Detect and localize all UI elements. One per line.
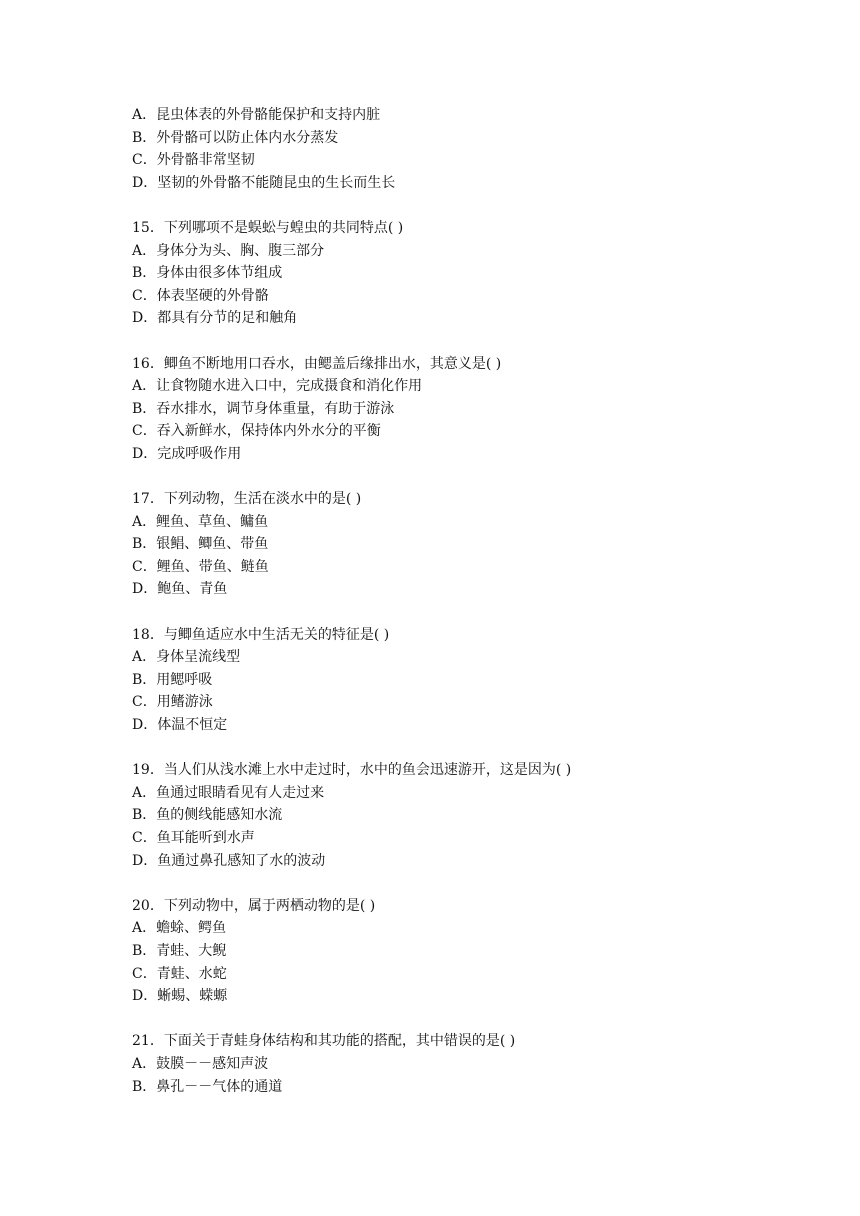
option-b: B．吞水排水，调节身体重量，有助于游泳 xyxy=(132,400,395,417)
option-d: D．蜥蜴、蝾螈 xyxy=(132,988,228,1005)
question-stem: 20．下列动物中，属于两栖动物的是( ) xyxy=(132,897,376,914)
option-c: C．鲤鱼、带鱼、鲢鱼 xyxy=(132,558,269,575)
question-stem: 16．鲫鱼不断地用口吞水，由鳃盖后缘排出水，其意义是( ) xyxy=(132,355,502,372)
option-d: D．鲍鱼、青鱼 xyxy=(132,581,228,598)
question-20 xyxy=(132,895,772,1008)
question-stem: 19．当人们从浅水滩上水中走过时，水中的鱼会迅速游开，这是因为( ) xyxy=(132,762,572,779)
option-c: C．青蛙、水蛇 xyxy=(132,965,227,982)
question-stem: 21．下面关于青蛙身体结构和其功能的搭配，其中错误的是( ) xyxy=(132,1033,516,1050)
document-page xyxy=(132,104,772,1121)
option-d: D．鱼通过鼻孔感知了水的波动 xyxy=(132,852,326,869)
option-c: C．用鳍游泳 xyxy=(132,694,213,711)
option-d: D．坚韧的外骨骼不能随昆虫的生长而生长 xyxy=(132,174,396,191)
question-21 xyxy=(132,1030,772,1098)
option-a: A．身体分为头、胸、腹三部分 xyxy=(132,242,325,259)
option-d: D．体温不恒定 xyxy=(132,717,228,734)
option-b: B．银鲳、鲫鱼、带鱼 xyxy=(132,536,269,553)
option-b: B．鱼的侧线能感知水流 xyxy=(132,807,283,824)
option-b: B．外骨骼可以防止体内水分蒸发 xyxy=(132,129,339,146)
option-b: B．鼻孔－－气体的通道 xyxy=(132,1078,283,1095)
option-c: C．体表坚硬的外骨骼 xyxy=(132,287,269,304)
question-15 xyxy=(132,217,772,330)
leading-options xyxy=(132,104,772,194)
option-c: C．外骨骼非常坚韧 xyxy=(132,152,255,169)
question-stem: 15．下列哪项不是蜈蚣与蝗虫的共同特点( ) xyxy=(132,219,404,236)
question-stem: 18．与鲫鱼适应水中生活无关的特征是( ) xyxy=(132,626,390,643)
option-a: A．鲤鱼、草鱼、鳙鱼 xyxy=(132,513,269,530)
option-b: B．身体由很多体节组成 xyxy=(132,265,283,282)
option-b: B．用鳃呼吸 xyxy=(132,671,213,688)
option-d: D．都具有分节的足和触角 xyxy=(132,310,298,327)
option-d: D．完成呼吸作用 xyxy=(132,445,242,462)
option-a: A．身体呈流线型 xyxy=(132,649,241,666)
option-b: B．青蛙、大鲵 xyxy=(132,942,227,959)
question-17 xyxy=(132,488,772,601)
question-19 xyxy=(132,759,772,872)
option-a: A．昆虫体表的外骨骼能保护和支持内脏 xyxy=(132,107,381,123)
question-16 xyxy=(132,353,772,466)
option-a: A．鼓膜－－感知声波 xyxy=(132,1055,269,1072)
option-a: A．鱼通过眼睛看见有人走过来 xyxy=(132,784,325,801)
option-c: C．鱼耳能听到水声 xyxy=(132,830,255,846)
question-18 xyxy=(132,624,772,737)
question-stem: 17．下列动物，生活在淡水中的是( ) xyxy=(132,491,362,508)
option-a: A．让食物随水进入口中，完成摄食和消化作用 xyxy=(132,378,423,395)
option-c: C．吞入新鲜水，保持体内外水分的平衡 xyxy=(132,423,381,440)
option-a: A．蟾蜍、鳄鱼 xyxy=(132,920,227,937)
